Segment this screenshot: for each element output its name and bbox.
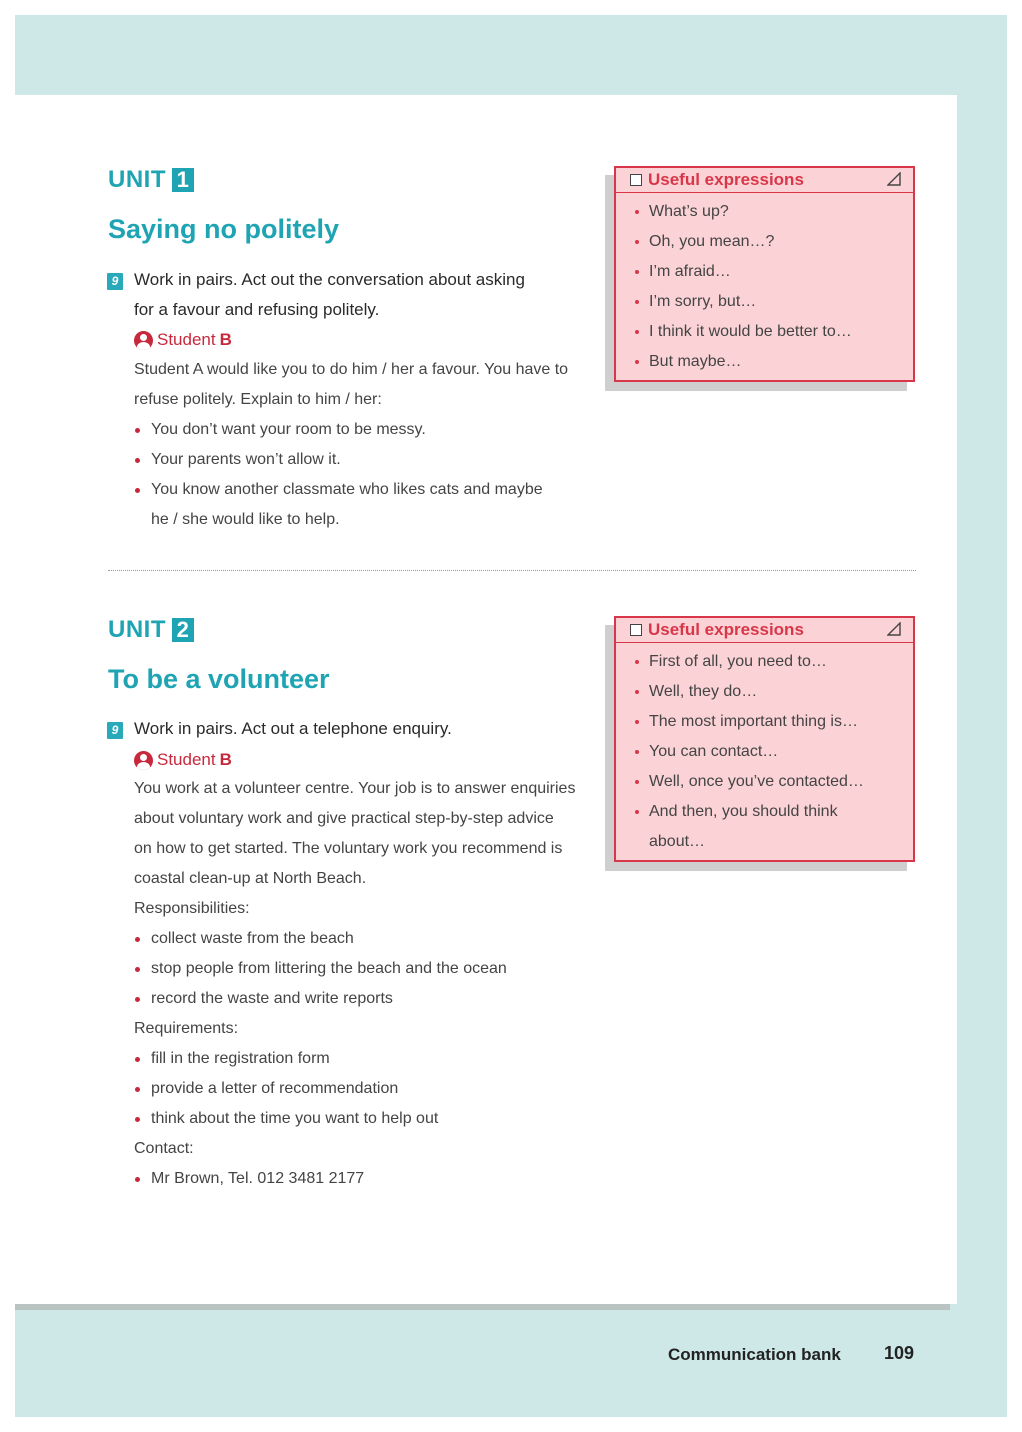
bullet-item: stop people from littering the beach and the ocean bbox=[134, 954, 604, 984]
student-prefix: Student bbox=[157, 330, 216, 349]
intro-text: You work at a volunteer centre. Your job is to answer enquiries bbox=[134, 780, 576, 797]
expression-item: You can contact… bbox=[634, 737, 913, 767]
page-number: 109 bbox=[884, 1343, 915, 1363]
expression-item: The most important thing is… bbox=[634, 707, 913, 737]
useful-expressions-title: Useful expressions bbox=[648, 170, 804, 189]
task-number-icon: 9 bbox=[107, 273, 123, 290]
contact-list bbox=[134, 1164, 604, 1194]
useful-expressions-title: Useful expressions bbox=[648, 620, 804, 639]
page-frame-shadow bbox=[15, 1304, 950, 1310]
bullet-item: You know another classmate who likes cats and maybe bbox=[134, 475, 604, 505]
responsibilities-label: Responsibilities: bbox=[134, 900, 250, 917]
contact-label: Contact: bbox=[134, 1140, 194, 1157]
unit-number-badge: 1 bbox=[172, 168, 194, 192]
expression-continuation-text: about… bbox=[649, 833, 706, 850]
bullet-item: fill in the registration form bbox=[134, 1044, 604, 1074]
bullet-item: You don’t want your room to be messy. bbox=[134, 415, 604, 445]
bullet-item: collect waste from the beach bbox=[134, 924, 604, 954]
expression-item: What’s up? bbox=[634, 197, 913, 227]
bullet-item: Mr Brown, Tel. 012 3481 2177 bbox=[134, 1164, 604, 1194]
unit-1-body bbox=[134, 355, 604, 535]
student-letter: B bbox=[219, 750, 232, 769]
page-frame-bottom bbox=[15, 1304, 1007, 1417]
section-divider bbox=[108, 570, 916, 571]
student-icon bbox=[134, 331, 153, 350]
unit-2-label bbox=[108, 616, 194, 644]
bullet-item: provide a letter of recommendation bbox=[134, 1074, 604, 1104]
task-instruction-line: Work in pairs. Act out the conversation about asking bbox=[134, 270, 525, 289]
useful-expressions-header bbox=[616, 168, 913, 193]
student-icon bbox=[134, 751, 153, 770]
unit-1-label bbox=[108, 166, 194, 194]
expression-item: Oh, you mean…? bbox=[634, 227, 913, 257]
page-frame-right bbox=[957, 15, 1007, 1417]
unit-1-task bbox=[134, 265, 594, 325]
task-instruction-line: for a favour and refusing politely. bbox=[134, 300, 380, 319]
bullet-item-continuation bbox=[134, 505, 604, 535]
unit-label-text: UNIT bbox=[108, 166, 166, 193]
footer-section-label: Communication bank bbox=[668, 1345, 841, 1364]
corner-triangle-icon bbox=[887, 622, 901, 636]
useful-expressions-list bbox=[616, 193, 913, 377]
expression-item: And then, you should think bbox=[634, 797, 913, 827]
bullet-continuation-text: he / she would like to help. bbox=[151, 511, 340, 528]
task-number-icon: 9 bbox=[107, 722, 123, 739]
intro-text: coastal clean-up at North Beach. bbox=[134, 870, 367, 887]
student-prefix: Student bbox=[157, 750, 216, 769]
useful-expressions-box-2 bbox=[614, 616, 915, 862]
expression-item: Well, they do… bbox=[634, 677, 913, 707]
unit-1-title: Saying no politely bbox=[108, 214, 340, 244]
intro-text: on how to get started. The voluntary work you recommend is bbox=[134, 840, 563, 857]
bullet-item: think about the time you want to help out bbox=[134, 1104, 604, 1134]
responsibilities-list bbox=[134, 924, 604, 1014]
bullet-item: record the waste and write reports bbox=[134, 984, 604, 1014]
page-frame-top bbox=[15, 15, 1007, 95]
intro-text: Student A would like you to do him / her a favour. You have to bbox=[134, 361, 569, 378]
useful-expressions-box-1 bbox=[614, 166, 915, 382]
checkbox-icon bbox=[630, 174, 642, 186]
unit-label-text: UNIT bbox=[108, 616, 166, 643]
intro-text: refuse politely. Explain to him / her: bbox=[134, 391, 382, 408]
useful-expressions-list bbox=[616, 643, 913, 857]
expression-item: First of all, you need to… bbox=[634, 647, 913, 677]
unit-1-student-role bbox=[134, 330, 232, 350]
expression-item: Well, once you’ve contacted… bbox=[634, 767, 913, 797]
useful-expressions-header bbox=[616, 618, 913, 643]
unit-number-badge: 2 bbox=[172, 618, 194, 642]
unit-2-student-role bbox=[134, 750, 232, 770]
unit-2-body bbox=[134, 774, 604, 1194]
expression-item: I’m sorry, but… bbox=[634, 287, 913, 317]
bullet-item: Your parents won’t allow it. bbox=[134, 445, 604, 475]
intro-text: about voluntary work and give practical step-by-step advice bbox=[134, 810, 554, 827]
unit-2-task bbox=[134, 714, 594, 744]
expression-item: I’m afraid… bbox=[634, 257, 913, 287]
student-letter: B bbox=[219, 330, 232, 349]
expression-item-continuation bbox=[634, 827, 913, 857]
corner-triangle-icon bbox=[887, 172, 901, 186]
expression-item: I think it would be better to… bbox=[634, 317, 913, 347]
unit-1-bullet-list bbox=[134, 415, 604, 535]
task-instruction-line: Work in pairs. Act out a telephone enquiry. bbox=[134, 719, 452, 738]
expression-item: But maybe… bbox=[634, 347, 913, 377]
requirements-list bbox=[134, 1044, 604, 1134]
unit-2-title: To be a volunteer bbox=[108, 664, 330, 694]
checkbox-icon bbox=[630, 624, 642, 636]
requirements-label: Requirements: bbox=[134, 1020, 239, 1037]
